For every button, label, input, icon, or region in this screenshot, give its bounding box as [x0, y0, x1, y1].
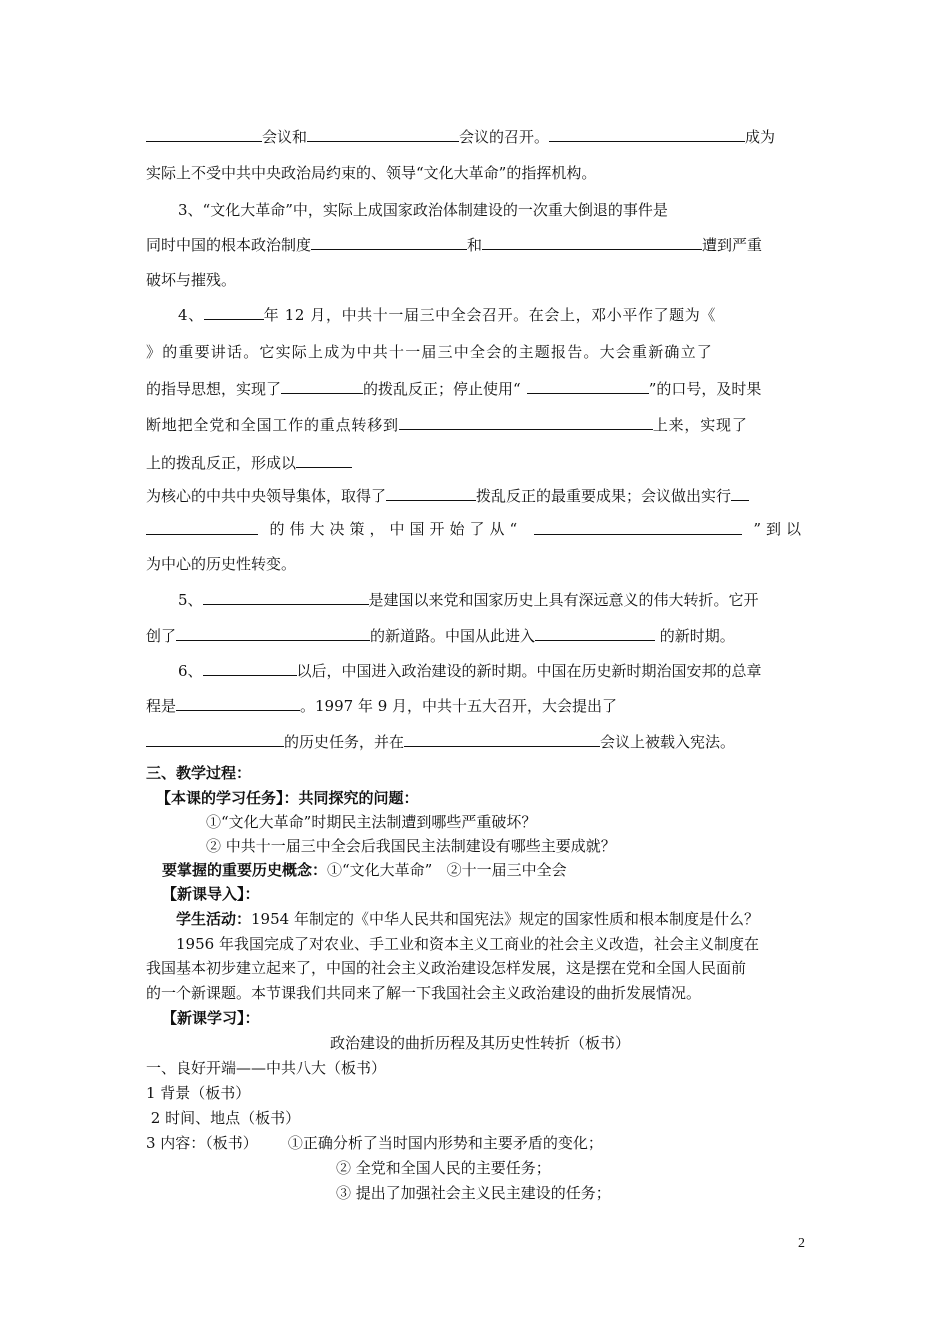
line-5: 破坏与摧残。: [146, 271, 237, 289]
blank[interactable]: [527, 378, 649, 394]
study-label: 【新课学习】：: [162, 1009, 260, 1027]
line-12: 的伟大决策，中国开始了从“ ”到以: [146, 519, 806, 539]
board-title: 政治建设的曲折历程及其历史性转折（板书）: [330, 1034, 631, 1052]
intro-label: 【新课导入】：: [162, 885, 260, 903]
blank[interactable]: [146, 731, 284, 747]
question-1: ①“文化大革命”时期民主法制遭到哪些严重破坏？: [206, 813, 537, 831]
line-10: 上的拨乱反正，形成以: [146, 452, 806, 473]
blank[interactable]: [204, 304, 264, 320]
blank[interactable]: [146, 519, 258, 535]
item-3: 3 内容：（板书） ①正确分析了当时国内形势和主要矛盾的变化；: [146, 1134, 603, 1152]
part-1-heading: 一、良好开端——中共八大（板书）: [146, 1059, 387, 1077]
blank[interactable]: [307, 126, 459, 142]
line-14: 5、 是建国以来党和国家历史上具有深远意义的伟大转折。它开: [178, 591, 759, 609]
blank[interactable]: [296, 452, 352, 468]
line-15: 创了 的新道路。中国从此进入 的新时期。: [146, 627, 735, 645]
item-3-c: ③ 提出了加强社会主义民主建设的任务；: [336, 1184, 611, 1202]
intro-paragraph-1: 1956 年我国完成了对农业、手工业和资本主义工商业的社会主义改造，社会主义制度在: [176, 935, 759, 953]
line-7: 》的重要讲话。它实际上成为中共十一届三中全会的主题报告。大会重新确立了: [146, 343, 714, 361]
line-13: 为中心的历史性转变。: [146, 555, 297, 573]
blank[interactable]: [146, 126, 262, 142]
blank[interactable]: [203, 660, 297, 676]
line-17: 程是 。1997 年 9 月，中共十五大召开，大会提出了: [146, 697, 618, 715]
line-6: 4、 年 12 月，中共十一届三中全会召开。在会上，邓小平作了题为《: [178, 306, 716, 324]
blank[interactable]: [386, 485, 476, 501]
page-number: 2: [798, 1236, 805, 1251]
blank[interactable]: [176, 695, 300, 711]
blank[interactable]: [404, 731, 600, 747]
section-heading: 三、教学过程：: [146, 764, 252, 782]
blank[interactable]: [311, 234, 467, 250]
item-2: 2 时间、地点（板书）: [146, 1109, 301, 1127]
line-2: 实际上不受中共中央政治局约束的、领导“文化大革命”的指挥机构。: [146, 164, 597, 182]
line-11: 为核心的中共中央领导集体，取得了 拨乱反正的最重要成果；会议做出实行: [146, 485, 806, 506]
line-18: 的历史任务，并在 会议上被载入宪法。: [146, 731, 806, 752]
line-8: 的指导思想，实现了 的拨乱反正；停止使用“ ”的口号，及时果: [146, 380, 762, 398]
blank[interactable]: [482, 234, 702, 250]
item-3-b: ② 全党和全国人民的主要任务；: [336, 1159, 551, 1177]
blank[interactable]: [203, 589, 369, 605]
blank[interactable]: [281, 378, 363, 394]
line-4: 同时中国的根本政治制度 和 遭到严重: [146, 236, 763, 254]
line-16: 6、 以后，中国进入政治建设的新时期。中国在历史新时期治国安邦的总章: [178, 662, 762, 680]
blank[interactable]: [549, 126, 745, 142]
blank[interactable]: [176, 625, 370, 641]
blank[interactable]: [399, 414, 653, 430]
blank[interactable]: [535, 625, 655, 641]
intro-paragraph-2: 我国基本初步建立起来了，中国的社会主义政治建设怎样发展，这是摆在党和全国人民面前: [146, 959, 747, 977]
line-9: 断地把全党和全国工作的重点转移到 上来，实现了: [146, 416, 748, 434]
blank[interactable]: [731, 485, 749, 501]
concepts-line: 要掌握的重要历史概念：①“文化大革命” ②十一届三中全会: [162, 861, 567, 879]
blank[interactable]: [534, 519, 742, 535]
intro-paragraph-3: 的一个新课题。本节课我们共同来了解一下我国社会主义政治建设的曲折发展情况。: [146, 984, 702, 1002]
activity-line: 学生活动：1954 年制定的《中华人民共和国宪法》规定的国家性质和根本制度是什么？: [176, 910, 759, 928]
item-1: 1 背景（板书）: [146, 1084, 251, 1102]
line-1: 会议和 会议的召开。 成为: [146, 126, 806, 147]
task-label: 【本课的学习任务】：共同探究的问题：: [156, 789, 419, 807]
line-3: 3、“文化大革命”中，实际上成国家政治体制建设的一次重大倒退的事件是: [178, 201, 668, 219]
question-2: ② 中共十一届三中全会后我国民主法制建设有哪些主要成就？: [206, 837, 616, 855]
